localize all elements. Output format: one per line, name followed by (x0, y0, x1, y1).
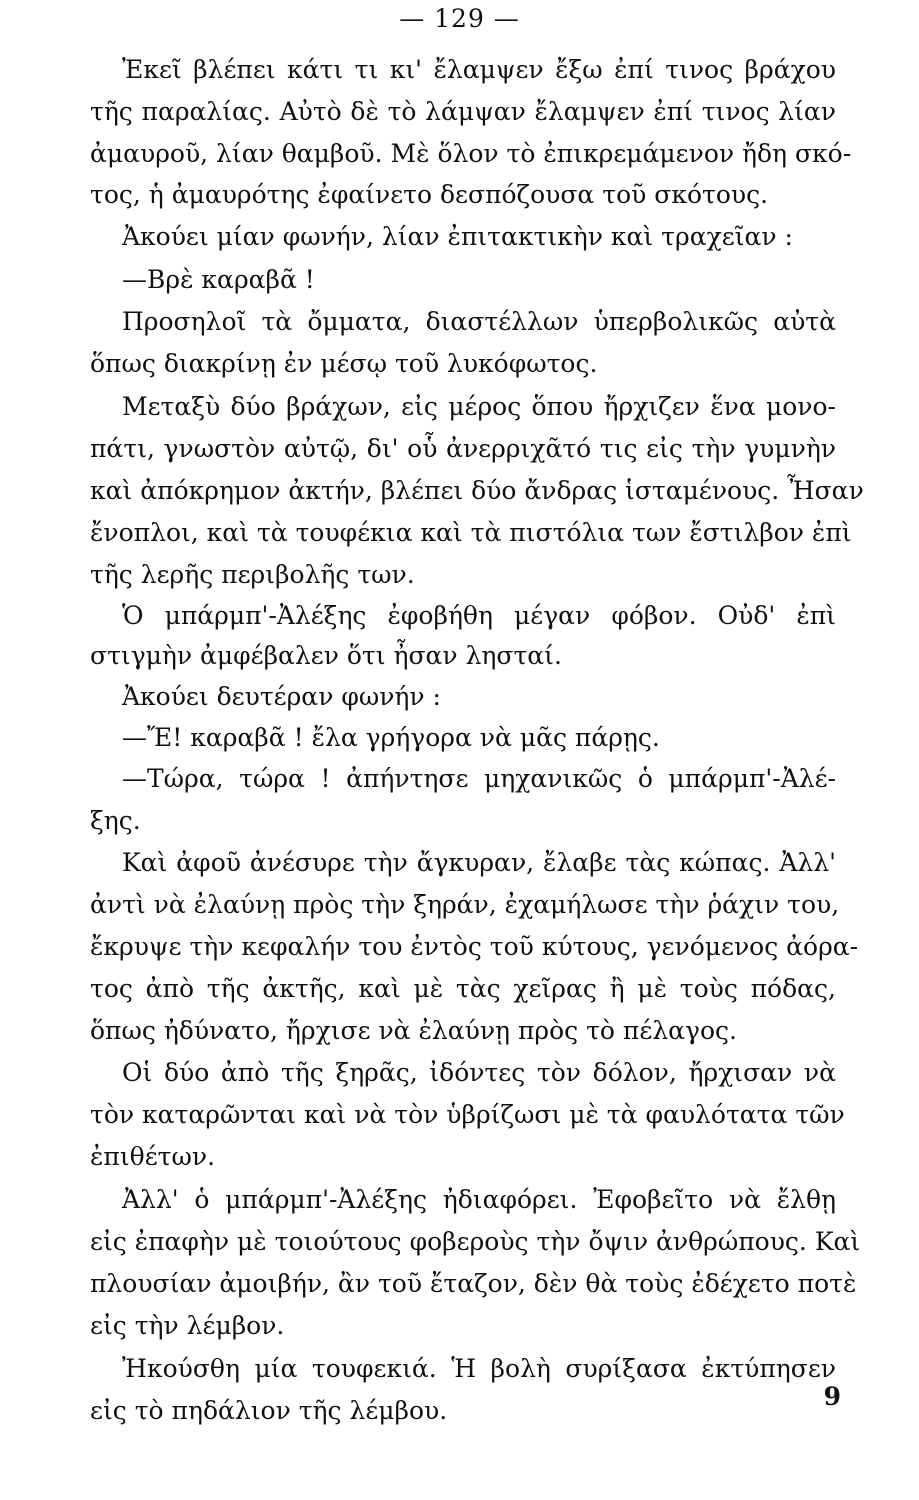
text-line: τῆς παραλίας. Αὐτὸ δὲ τὸ λάμψαν ἔλαμψεν ἐπί τινος λίαν (90, 97, 836, 126)
text-line: —Ἔ! καραβᾶ ! ἔλα γρήγορα νὰ μᾶς πάρῃς. (122, 723, 660, 752)
text-line: εἰς τὴν λέμβον. (90, 1311, 285, 1340)
text-line: πλουσίαν ἀμοιβήν, ἂν τοῦ ἔταζον, δὲν θὰ τοὺς ἐδέχετο ποτὲ (90, 1269, 857, 1298)
text-line: —Τώρα, τώρα ! ἀπήντησε μηχανικῶς ὁ μπάρμπ'-Ἀλέ- (122, 764, 836, 793)
text-line: Ἀλλ' ὁ μπάρμπ'-Ἀλέξης ἠδιαφόρει. Ἐφοβεῖτο νὰ ἔλθῃ (122, 1185, 836, 1214)
text-line: τῆς λερῆς περιβολῆς των. (90, 560, 415, 589)
text-line: Ἀκούει μίαν φωνήν, λίαν ἐπιτακτικὴν καὶ τραχεῖαν : (122, 222, 793, 251)
text-line: Προσηλοῖ τὰ ὄμματα, διαστέλλων ὑπερβολικῶς αὐτὰ (122, 307, 836, 336)
text-line: τὸν καταρῶνται καὶ νὰ τὸν ὑβρίζωσι μὲ τὰ φαυλότατα τῶν (90, 1100, 845, 1129)
text-line: τος, ἡ ἀμαυρότης ἐφαίνετο δεσπόζουσα τοῦ σκότους. (90, 180, 769, 209)
text-line: εἰς ἐπαφὴν μὲ τοιούτους φοβεροὺς τὴν ὄψιν ἀνθρώπους. Καὶ (90, 1227, 861, 1256)
text-line: Οἱ δύο ἀπὸ τῆς ξηρᾶς, ἰδόντες τὸν δόλον, ἤρχισαν νὰ (122, 1058, 836, 1087)
text-line: Μεταξὺ δύο βράχων, εἰς μέρος ὅπου ἤρχιζεν ἕνα μονο- (122, 392, 836, 421)
text-line: Ἀκούει δευτέραν φωνήν : (122, 682, 441, 711)
text-line: Ὁ μπάρμπ'-Ἀλέξης ἐφοβήθη μέγαν φόβον. Οὐδ' ἐπὶ (122, 601, 836, 630)
text-line: στιγμὴν ἀμφέβαλεν ὅτι ἦσαν λησταί. (90, 641, 562, 670)
text-line: ἀντὶ νὰ ἐλαύνῃ πρὸς τὴν ξηράν, ἐχαμήλωσε τὴν ῥάχιν του, (90, 890, 840, 919)
text-line: καὶ ἀπόκρημον ἀκτήν, βλέπει δύο ἄνδρας ἱσταμένους. Ἦσαν (90, 476, 864, 505)
text-line: ἐπιθέτων. (90, 1142, 216, 1171)
text-line: ἔνοπλοι, καὶ τὰ τουφέκια καὶ τὰ πιστόλια των ἔστιλβον ἐπὶ (90, 518, 852, 547)
text-line: εἰς τὸ πηδάλιον τῆς λέμβου. (90, 1396, 448, 1425)
page-number: — 129 — (399, 4, 520, 33)
text-line: ἀμαυροῦ, λίαν θαμβοῦ. Μὲ ὅλον τὸ ἐπικρεμάμενον ἤδη σκό- (90, 139, 852, 168)
text-line: ἔκρυψε τὴν κεφαλήν του ἐντὸς τοῦ κύτους, γενόμενος ἀόρα- (90, 932, 859, 961)
text-line: ὅπως ἠδύνατο, ἤρχισε νὰ ἐλαύνῃ πρὸς τὸ πέλαγος. (90, 1016, 737, 1045)
text-line: Ἐκεῖ βλέπει κάτι τι κι' ἔλαμψεν ἔξω ἐπί τινος βράχου (122, 55, 836, 84)
text-line: ξης. (90, 806, 141, 835)
text-line: Καὶ ἀφοῦ ἀνέσυρε τὴν ἄγκυραν, ἔλαβε τὰς κώπας. Ἀλλ' (122, 848, 836, 877)
text-line: τος ἀπὸ τῆς ἀκτῆς, καὶ μὲ τὰς χεῖρας ἢ μὲ τοὺς πόδας, (90, 974, 836, 1003)
text-line: Ἠκούσθη μία τουφεκιά. Ἡ βολὴ συρίξασα ἐκτύπησεν (122, 1354, 836, 1383)
text-line: —Βρὲ καραβᾶ ! (122, 265, 315, 294)
text-line: πάτι, γνωστὸν αὐτῷ, δι' οὗ ἀνερριχᾶτό τις εἰς τὴν γυμνὴν (90, 434, 836, 463)
printer-signature: 9 (823, 1382, 841, 1411)
text-line: ὅπως διακρίνῃ ἐν μέσῳ τοῦ λυκόφωτος. (90, 349, 598, 378)
